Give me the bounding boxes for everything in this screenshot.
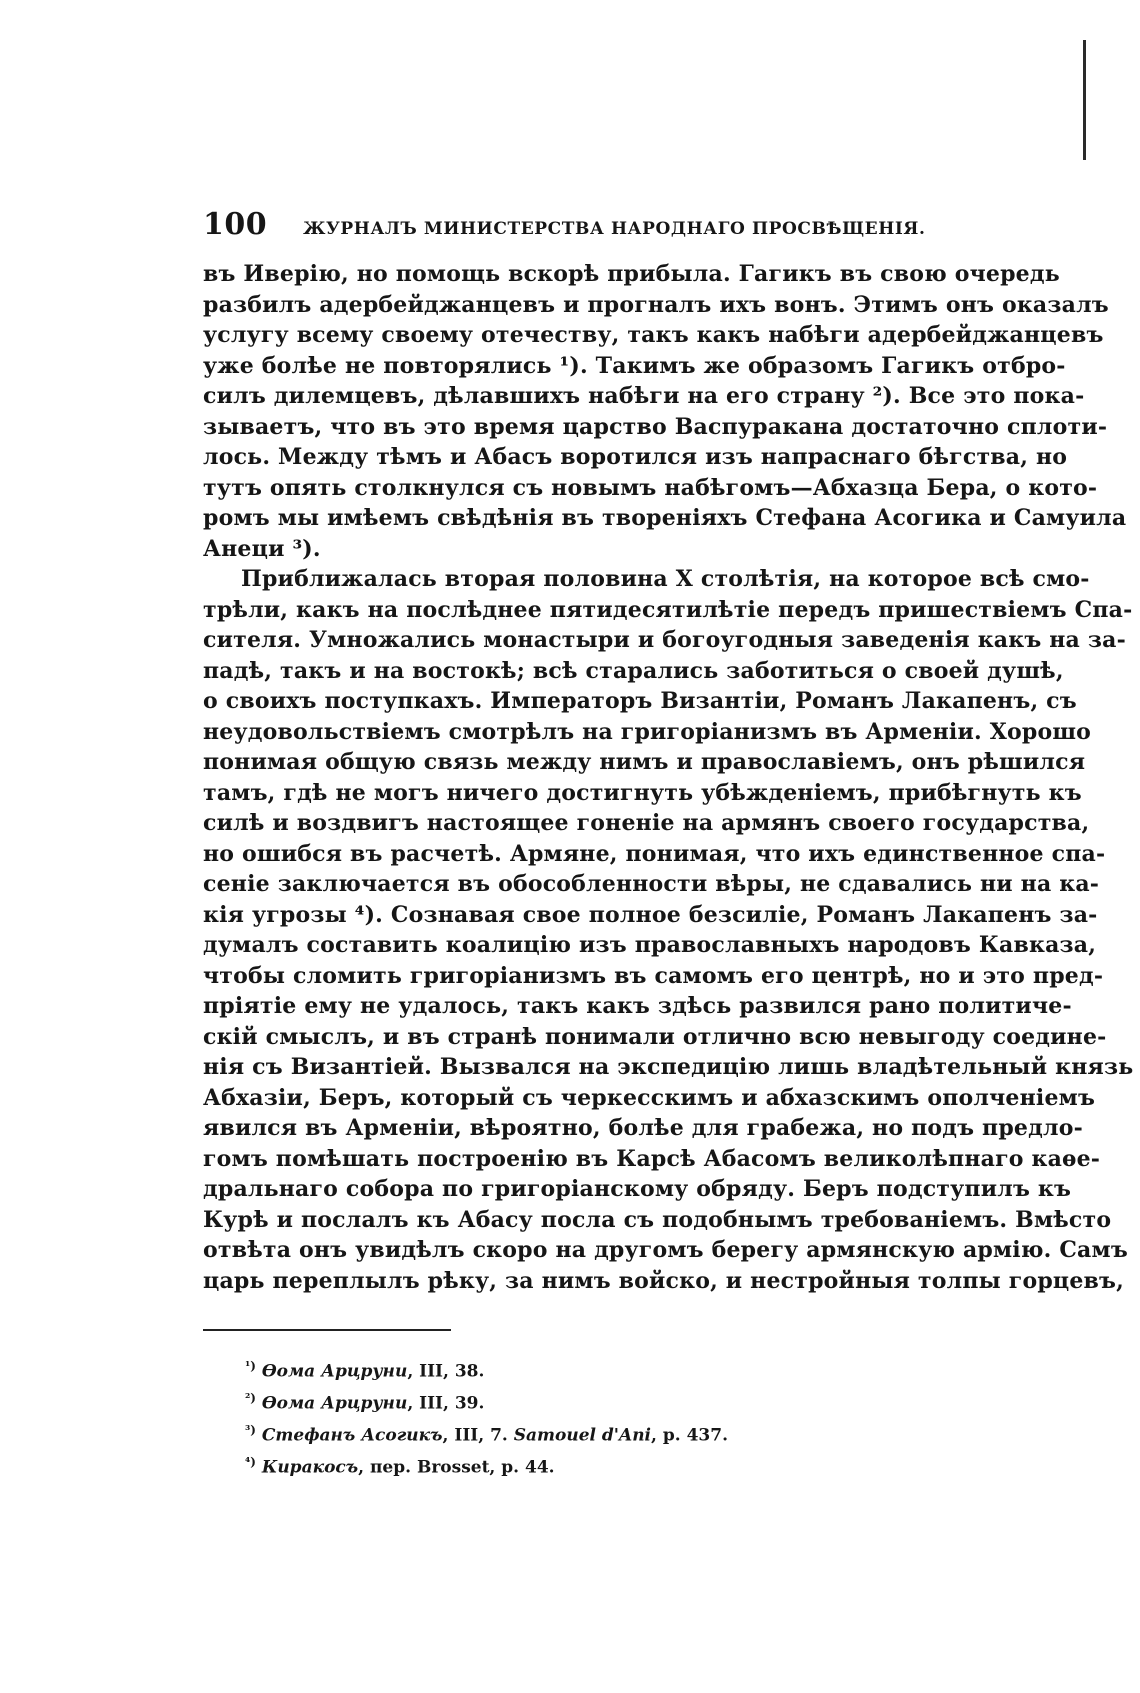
text-line: неудовольствіемъ смотрѣлъ на григоріанизмъ въ Арменіи. Хорошо — [203, 718, 1092, 745]
text-line: лось. Между тѣмъ и Абасъ воротился изъ напраснаго бѣгства, но — [203, 444, 1068, 470]
text-line: пріятіе ему не удалось, такъ какъ здѣсь развился рано политиче- — [203, 993, 1072, 1019]
book-page — [203, 207, 1134, 1482]
footnote — [245, 1449, 975, 1481]
text-line: уже болѣе не повторялись ¹). Такимъ же образомъ Гагикъ отбро- — [203, 352, 1066, 379]
footnote-source: Стефанъ Асогикъ — [261, 1425, 443, 1446]
footnote-mark: ¹) — [245, 1359, 256, 1373]
footnote-source: Киракосъ — [261, 1458, 359, 1479]
body-text — [203, 259, 1134, 1296]
footnote-reference: , пер. Brosset, p. 44. — [358, 1458, 555, 1479]
page-number: 100 — [203, 207, 268, 242]
running-head: ЖУРНАЛЪ МИНИСТЕРСТВА НАРОДНАГО ПРОСВѢЩЕНІЯ. — [303, 219, 926, 239]
text-line: Абхазіи, Беръ, который съ черкесскимъ и абхазскимъ ополченіемъ — [203, 1084, 1096, 1111]
footnote-reference: , III, 38. — [407, 1361, 485, 1382]
text-line: трѣли, какъ на послѣднее пятидесятилѣтіе передъ пришествіемъ Спа- — [203, 596, 1133, 623]
text-line: дральнаго собора по григоріанскому обряду. Беръ подступилъ къ — [203, 1176, 1072, 1202]
footnote-divider — [203, 1329, 451, 1331]
text-line: царь переплылъ рѣку, за нимъ войско, и нестройныя толпы горцевъ, — [203, 1267, 1124, 1294]
footnote-source: Ѳома Арцруни — [261, 1393, 408, 1414]
footnote-reference: , III, 39. — [407, 1393, 485, 1414]
text-line: скій смыслъ, и въ странѣ понимали отлично всю невыгоду соедине- — [203, 1023, 1107, 1050]
text-line: понимая общую связь между нимъ и православіемъ, онъ рѣшился — [203, 749, 1086, 775]
paragraph-start-line: Приближалась вторая половина X столѣтія, на которое всѣ смо- — [241, 566, 1090, 592]
footnote-mark: ³) — [245, 1423, 256, 1438]
footnote — [245, 1385, 975, 1417]
text-line: тамъ, гдѣ не могъ ничего достигнуть убѣжденіемъ, прибѣгнуть къ — [203, 779, 1082, 806]
text-line: падѣ, такъ и на востокѣ; всѣ старались заботиться о своей душѣ, — [203, 657, 1064, 684]
text-line: разбилъ адербейджанцевъ и прогналъ ихъ вонъ. Этимъ онъ оказалъ — [203, 291, 1109, 318]
text-line: зываетъ, что въ это время царство Васпуракана достаточно сплоти- — [203, 413, 1108, 440]
text-line: силъ дилемцевъ, дѣлавшихъ набѣги на его страну ²). Все это пока- — [203, 383, 1085, 409]
text-line: Анеци ³). — [203, 535, 321, 562]
text-line: силѣ и воздвигъ настоящее гоненіе на армянъ своего государства, — [203, 810, 1090, 836]
text-line: чтобы сломить григоріанизмъ въ самомъ его центрѣ, но и это пред- — [203, 962, 1104, 989]
text-line: нія съ Византіей. Вызвался на экспедицію лишь владѣтельный князь — [203, 1054, 1134, 1080]
footnote — [245, 1353, 975, 1385]
text-line: думалъ составить коалицію изъ православныхъ народовъ Кавказа, — [203, 932, 1097, 958]
text-line: но ошибся въ расчетѣ. Армяне, понимая, что ихъ единственное спа- — [203, 840, 1106, 867]
footnote-mark: ⁴) — [245, 1455, 256, 1470]
footnote-reference: , III, 7. — [442, 1425, 514, 1446]
scan-edge-mark — [1083, 40, 1086, 160]
footnote-mark: ²) — [245, 1391, 256, 1406]
footnote-source-secondary: Samouel d'Ani — [513, 1425, 652, 1446]
page-header — [203, 207, 975, 241]
text-line: гомъ помѣшать построенію въ Карсѣ Абасомъ великолѣпнаго каѳе- — [203, 1145, 1101, 1172]
text-line: сеніе заключается въ обособленности вѣры, не сдавались ни на ка- — [203, 871, 1100, 897]
text-line: тутъ опять столкнулся съ новымъ набѣгомъ—Абхазца Бера, о кото- — [203, 474, 1098, 501]
footnotes — [203, 1353, 975, 1482]
text-line: явился въ Арменіи, вѣроятно, болѣе для грабежа, но подъ предло- — [203, 1115, 1083, 1141]
footnote-reference-secondary: , p. 437. — [651, 1425, 728, 1446]
text-line: сителя. Умножались монастыри и богоугодныя заведенія какъ на за- — [203, 627, 1126, 653]
text-line: ромъ мы имѣемъ свѣдѣнія въ твореніяхъ Стефана Асогика и Самуила — [203, 505, 1127, 531]
text-line: кія угрозы ⁴). Сознавая свое полное безсиліе, Романъ Лакапенъ за- — [203, 901, 1098, 928]
text-line: отвѣта онъ увидѣлъ скоро на другомъ берегу армянскую армію. Самъ — [203, 1237, 1128, 1263]
text-line: о своихъ поступкахъ. Императоръ Византіи, Романъ Лакапенъ, съ — [203, 688, 1077, 714]
text-line: въ Иверію, но помощь вскорѣ прибыла. Гагикъ въ свою очередь — [203, 261, 1060, 287]
text-line: услугу всему своему отечеству, такъ какъ набѣги адербейджанцевъ — [203, 322, 1104, 348]
footnote-source: Ѳома Арцруни — [261, 1361, 408, 1382]
text-line: Курѣ и послалъ къ Абасу посла съ подобнымъ требованіемъ. Вмѣсто — [203, 1206, 1112, 1233]
footnote — [245, 1417, 975, 1449]
